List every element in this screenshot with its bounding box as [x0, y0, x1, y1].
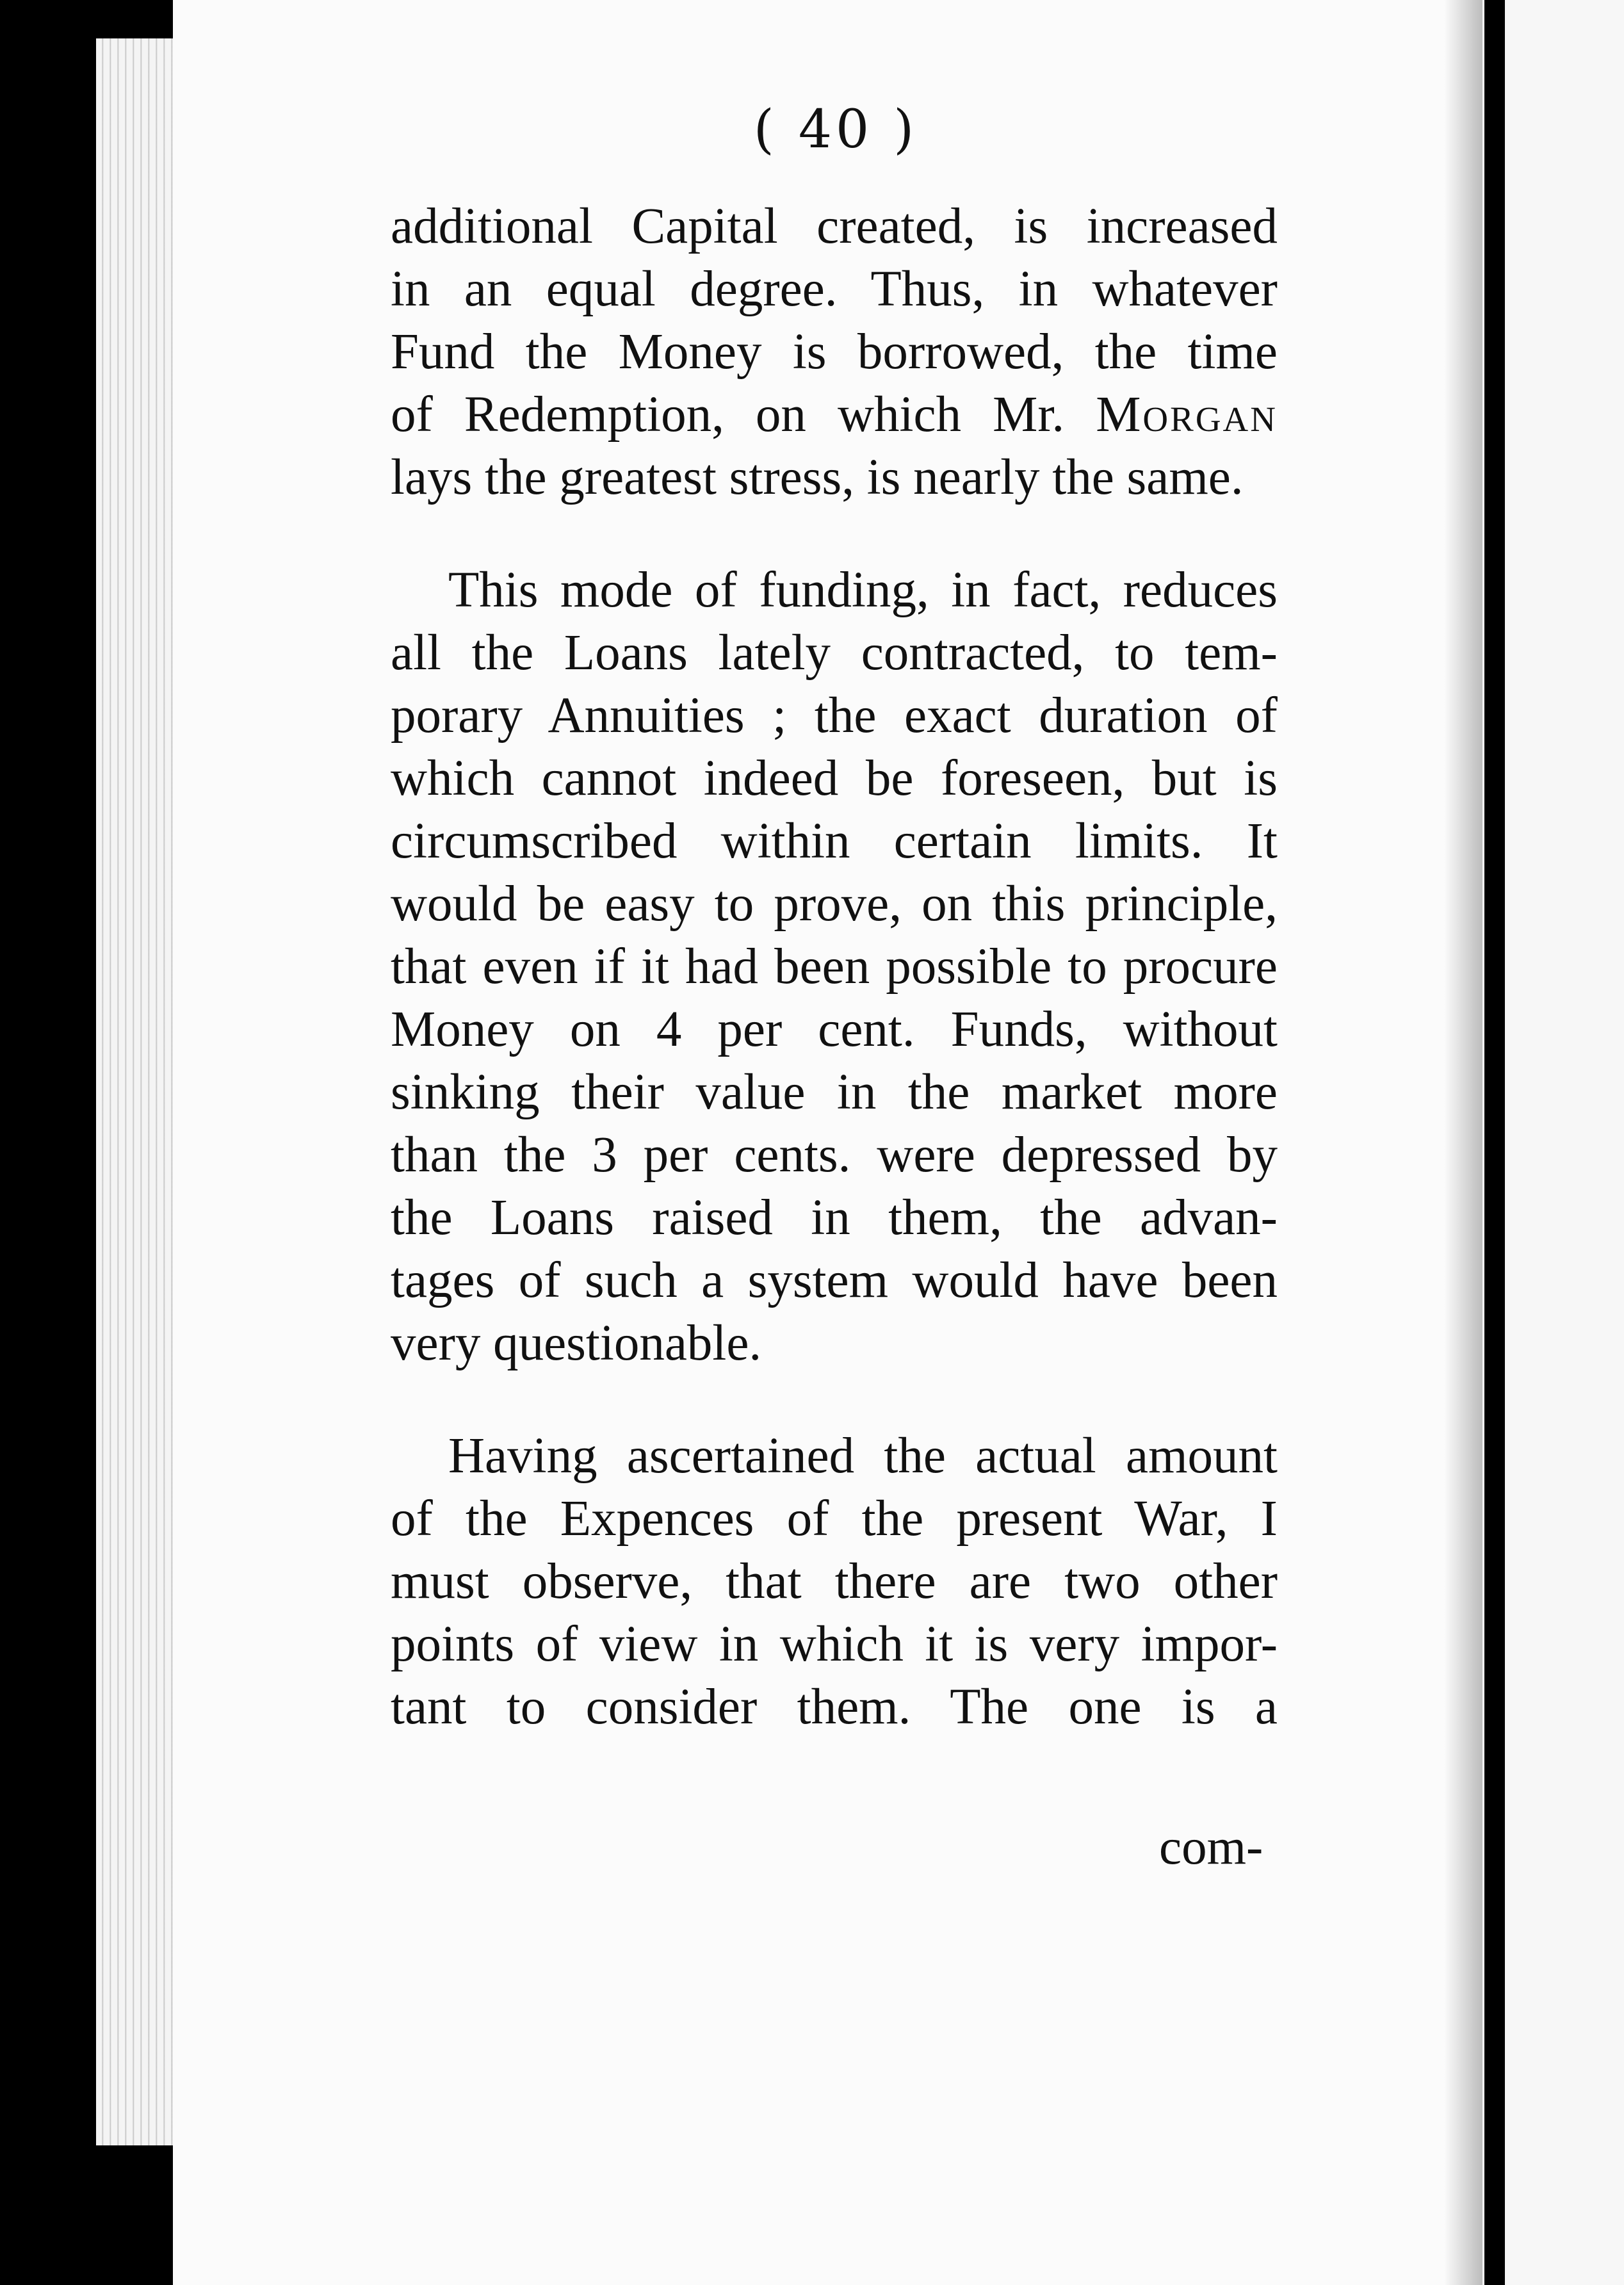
- gutter-divider: [1484, 0, 1506, 2285]
- text-line: circumscribed within certain limits. It: [391, 813, 1278, 869]
- text-fragment: of Redemption, on which Mr.: [391, 387, 1096, 443]
- text-line: the Loans raised in them, the advan-: [391, 1190, 1278, 1246]
- catchword: com-: [1159, 1819, 1263, 1875]
- text-line: which cannot indeed be foreseen, but is: [391, 751, 1278, 806]
- text-line: points of view in which it is very impor-: [391, 1616, 1278, 1672]
- text-line: would be easy to prove, on this principle,: [391, 876, 1278, 932]
- text-line: lays the greatest stress, is nearly the same.: [391, 450, 1244, 505]
- text-line: tant to consider them. The one is a: [391, 1679, 1278, 1735]
- text-line: of the Expences of the present War, I: [391, 1491, 1278, 1547]
- text-line: tages of such a system would have been: [391, 1253, 1278, 1308]
- text-line: must observe, that there are two other: [391, 1554, 1278, 1609]
- body-text: [391, 195, 1278, 1739]
- text-line: additional Capital created, is increased: [391, 199, 1278, 254]
- text-line: all the Loans lately contracted, to tem-: [391, 625, 1278, 681]
- text-line: that even if it had been possible to procure: [391, 939, 1278, 995]
- paragraph-gap: [391, 509, 1278, 559]
- page-number: ( 40 ): [753, 99, 918, 160]
- gutter-shadow: [1444, 0, 1482, 2285]
- text-line: than the 3 per cents. were depressed by: [391, 1127, 1278, 1183]
- name-morgan: Morgan: [1096, 387, 1278, 443]
- text-line: This mode of funding, in fact, reduces: [448, 562, 1278, 618]
- paragraph-gap: [391, 1375, 1278, 1425]
- text-line: Fund the Money is borrowed, the time: [391, 324, 1278, 380]
- text-line: very questionable.: [391, 1315, 762, 1371]
- text-line: in an equal degree. Thus, in whatever: [391, 261, 1278, 317]
- text-line: sinking their value in the market more: [391, 1064, 1278, 1120]
- text-line: Money on 4 per cent. Funds, without: [391, 1002, 1278, 1057]
- facing-page-edge: [1505, 0, 1624, 2285]
- text-line: porary Annuities ; the exact duration of: [391, 688, 1278, 744]
- text-line: [391, 384, 1278, 446]
- text-line: Having ascertained the actual amount: [448, 1428, 1278, 1484]
